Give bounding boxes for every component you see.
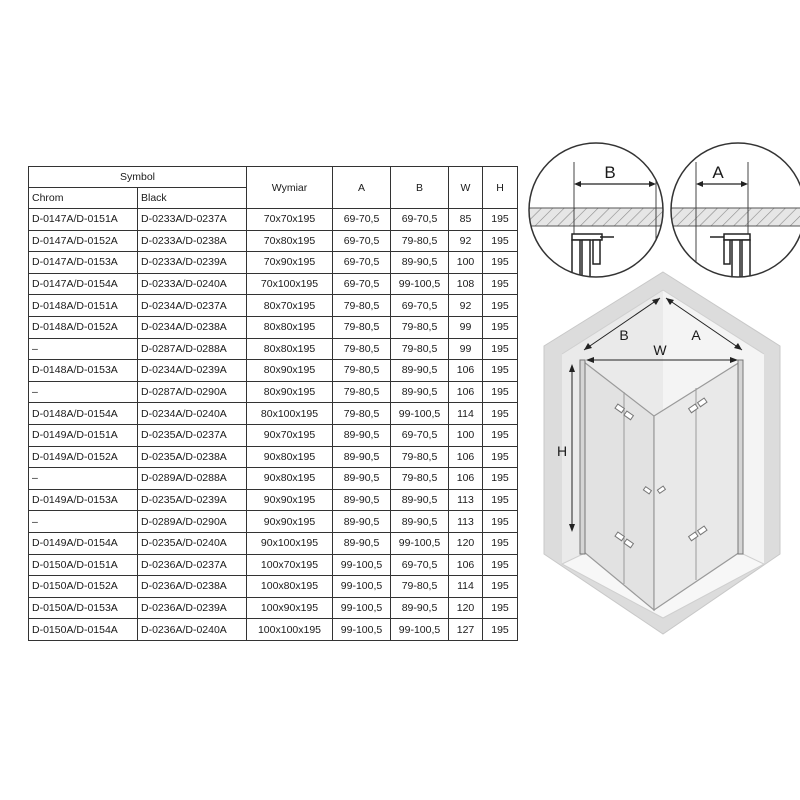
cell-dimension: 80x90x195 (247, 381, 333, 403)
cell-w: 120 (449, 532, 483, 554)
spec-table-body (29, 209, 518, 641)
cell-black: D-0289A/D-0288A (138, 468, 247, 490)
cell-h: 195 (483, 252, 518, 274)
table-row (29, 316, 518, 338)
cell-a: 79-80,5 (333, 381, 391, 403)
cell-b: 99-100,5 (391, 403, 449, 425)
cell-b: 89-90,5 (391, 511, 449, 533)
table-row (29, 252, 518, 274)
header-chrom: Chrom (29, 188, 138, 209)
table-row (29, 489, 518, 511)
cell-a: 99-100,5 (333, 554, 391, 576)
cell-w: 106 (449, 468, 483, 490)
cell-dimension: 100x70x195 (247, 554, 333, 576)
detail-a-label: A (712, 163, 724, 182)
cell-w: 85 (449, 209, 483, 231)
detail-b-diagram (528, 142, 664, 278)
cell-b: 99-100,5 (391, 532, 449, 554)
cell-dimension: 90x80x195 (247, 468, 333, 490)
cell-h: 195 (483, 209, 518, 231)
cell-chrom: D-0149A/D-0153A (29, 489, 138, 511)
cell-w: 120 (449, 597, 483, 619)
cell-h: 195 (483, 360, 518, 382)
header-symbol: Symbol (29, 167, 247, 188)
cell-w: 114 (449, 576, 483, 598)
cell-a: 79-80,5 (333, 403, 391, 425)
cell-dimension: 80x70x195 (247, 295, 333, 317)
ceiling-hatch (528, 208, 664, 226)
cell-black: D-0236A/D-0240A (138, 619, 247, 641)
header-b: B (391, 167, 449, 209)
cell-dimension: 100x100x195 (247, 619, 333, 641)
ceiling-hatch (670, 208, 800, 226)
cell-w: 106 (449, 554, 483, 576)
cell-w: 113 (449, 489, 483, 511)
enclosure-label-w: W (653, 342, 667, 358)
enclosure-label-a: A (691, 327, 701, 343)
cell-chrom: – (29, 511, 138, 533)
cell-chrom: D-0147A/D-0152A (29, 230, 138, 252)
cell-h: 195 (483, 381, 518, 403)
cell-black: D-0234A/D-0237A (138, 295, 247, 317)
cell-h: 195 (483, 576, 518, 598)
table-row (29, 295, 518, 317)
cell-w: 92 (449, 230, 483, 252)
cell-chrom: D-0147A/D-0154A (29, 273, 138, 295)
cell-dimension: 70x100x195 (247, 273, 333, 295)
cell-b: 89-90,5 (391, 381, 449, 403)
cell-a: 89-90,5 (333, 424, 391, 446)
cell-black: D-0236A/D-0237A (138, 554, 247, 576)
cell-h: 195 (483, 424, 518, 446)
cell-chrom: D-0149A/D-0152A (29, 446, 138, 468)
cell-a: 69-70,5 (333, 230, 391, 252)
cell-b: 79-80,5 (391, 468, 449, 490)
cell-dimension: 100x90x195 (247, 597, 333, 619)
cell-w: 92 (449, 295, 483, 317)
header-h: H (483, 167, 518, 209)
cell-h: 195 (483, 338, 518, 360)
cell-a: 89-90,5 (333, 446, 391, 468)
cell-black: D-0289A/D-0290A (138, 511, 247, 533)
cell-h: 195 (483, 532, 518, 554)
table-row (29, 576, 518, 598)
enclosure-diagram (536, 266, 798, 646)
cell-w: 106 (449, 360, 483, 382)
cell-a: 79-80,5 (333, 316, 391, 338)
table-row (29, 446, 518, 468)
cell-black: D-0236A/D-0239A (138, 597, 247, 619)
header-black: Black (138, 188, 247, 209)
spec-table (28, 166, 518, 641)
cell-b: 79-80,5 (391, 446, 449, 468)
cell-chrom: D-0149A/D-0154A (29, 532, 138, 554)
cell-a: 79-80,5 (333, 295, 391, 317)
cell-a: 69-70,5 (333, 252, 391, 274)
cell-dimension: 100x80x195 (247, 576, 333, 598)
table-row (29, 209, 518, 231)
cell-h: 195 (483, 446, 518, 468)
cell-chrom: D-0147A/D-0151A (29, 209, 138, 231)
cell-black: D-0233A/D-0240A (138, 273, 247, 295)
cell-h: 195 (483, 511, 518, 533)
cell-w: 127 (449, 619, 483, 641)
cell-w: 106 (449, 381, 483, 403)
cell-w: 99 (449, 338, 483, 360)
table-row (29, 532, 518, 554)
cell-black: D-0235A/D-0237A (138, 424, 247, 446)
cell-a: 89-90,5 (333, 468, 391, 490)
cell-w: 100 (449, 252, 483, 274)
cell-w: 106 (449, 446, 483, 468)
cell-chrom: D-0147A/D-0153A (29, 252, 138, 274)
cell-black: D-0234A/D-0240A (138, 403, 247, 425)
cell-b: 99-100,5 (391, 619, 449, 641)
cell-chrom: D-0148A/D-0153A (29, 360, 138, 382)
cell-b: 69-70,5 (391, 424, 449, 446)
cell-w: 100 (449, 424, 483, 446)
table-row (29, 338, 518, 360)
cell-dimension: 90x90x195 (247, 511, 333, 533)
cell-b: 69-70,5 (391, 554, 449, 576)
cell-h: 195 (483, 273, 518, 295)
cell-black: D-0233A/D-0238A (138, 230, 247, 252)
table-row (29, 403, 518, 425)
cell-w: 113 (449, 511, 483, 533)
cell-dimension: 90x80x195 (247, 446, 333, 468)
cell-dimension: 90x90x195 (247, 489, 333, 511)
cell-h: 195 (483, 554, 518, 576)
cell-dimension: 70x70x195 (247, 209, 333, 231)
table-row (29, 468, 518, 490)
cell-chrom: – (29, 381, 138, 403)
cell-h: 195 (483, 489, 518, 511)
table-row (29, 360, 518, 382)
cell-a: 89-90,5 (333, 489, 391, 511)
table-row (29, 511, 518, 533)
table-row (29, 424, 518, 446)
cell-a: 69-70,5 (333, 273, 391, 295)
cell-chrom: D-0149A/D-0151A (29, 424, 138, 446)
cell-h: 195 (483, 597, 518, 619)
cell-h: 195 (483, 316, 518, 338)
cell-w: 99 (449, 316, 483, 338)
enclosure-label-h: H (556, 443, 568, 459)
cell-black: D-0234A/D-0239A (138, 360, 247, 382)
cell-h: 195 (483, 230, 518, 252)
cell-black: D-0287A/D-0288A (138, 338, 247, 360)
cell-b: 89-90,5 (391, 360, 449, 382)
cell-b: 79-80,5 (391, 230, 449, 252)
cell-black: D-0235A/D-0239A (138, 489, 247, 511)
cell-dimension: 80x100x195 (247, 403, 333, 425)
cell-chrom: D-0150A/D-0152A (29, 576, 138, 598)
header-dimension: Wymiar (247, 167, 333, 209)
cell-h: 195 (483, 468, 518, 490)
detail-b-label: B (604, 163, 616, 182)
cell-w: 108 (449, 273, 483, 295)
cell-b: 79-80,5 (391, 316, 449, 338)
header-a: A (333, 167, 391, 209)
cell-black: D-0233A/D-0239A (138, 252, 247, 274)
cell-dimension: 90x70x195 (247, 424, 333, 446)
cell-b: 69-70,5 (391, 295, 449, 317)
cell-a: 89-90,5 (333, 511, 391, 533)
cell-black: D-0236A/D-0238A (138, 576, 247, 598)
cell-chrom: D-0148A/D-0154A (29, 403, 138, 425)
cell-chrom: D-0150A/D-0153A (29, 597, 138, 619)
table-row (29, 230, 518, 252)
cell-h: 195 (483, 403, 518, 425)
cell-chrom: – (29, 338, 138, 360)
cell-chrom: D-0148A/D-0152A (29, 316, 138, 338)
cell-black: D-0233A/D-0237A (138, 209, 247, 231)
cell-chrom: D-0150A/D-0154A (29, 619, 138, 641)
cell-black: D-0235A/D-0240A (138, 532, 247, 554)
cell-a: 89-90,5 (333, 532, 391, 554)
cell-dimension: 70x90x195 (247, 252, 333, 274)
cell-b: 89-90,5 (391, 597, 449, 619)
cell-h: 195 (483, 619, 518, 641)
cell-b: 99-100,5 (391, 273, 449, 295)
header-w: W (449, 167, 483, 209)
cell-h: 195 (483, 295, 518, 317)
table-row (29, 597, 518, 619)
cell-b: 79-80,5 (391, 576, 449, 598)
cell-a: 79-80,5 (333, 360, 391, 382)
cell-b: 89-90,5 (391, 252, 449, 274)
cell-dimension: 80x80x195 (247, 316, 333, 338)
enclosure-label-b: B (619, 327, 629, 343)
cell-w: 114 (449, 403, 483, 425)
cell-black: D-0235A/D-0238A (138, 446, 247, 468)
table-row (29, 273, 518, 295)
cell-black: D-0234A/D-0238A (138, 316, 247, 338)
cell-chrom: D-0150A/D-0151A (29, 554, 138, 576)
table-row (29, 619, 518, 641)
cell-chrom: D-0148A/D-0151A (29, 295, 138, 317)
cell-dimension: 90x100x195 (247, 532, 333, 554)
cell-b: 89-90,5 (391, 489, 449, 511)
cell-b: 69-70,5 (391, 209, 449, 231)
cell-a: 99-100,5 (333, 619, 391, 641)
cell-dimension: 70x80x195 (247, 230, 333, 252)
cell-a: 99-100,5 (333, 576, 391, 598)
cell-b: 79-80,5 (391, 338, 449, 360)
cell-a: 69-70,5 (333, 209, 391, 231)
table-row (29, 554, 518, 576)
detail-a-diagram (670, 142, 800, 278)
cell-a: 79-80,5 (333, 338, 391, 360)
table-row (29, 381, 518, 403)
cell-dimension: 80x80x195 (247, 338, 333, 360)
cell-black: D-0287A/D-0290A (138, 381, 247, 403)
cell-a: 99-100,5 (333, 597, 391, 619)
cell-dimension: 80x90x195 (247, 360, 333, 382)
cell-chrom: – (29, 468, 138, 490)
